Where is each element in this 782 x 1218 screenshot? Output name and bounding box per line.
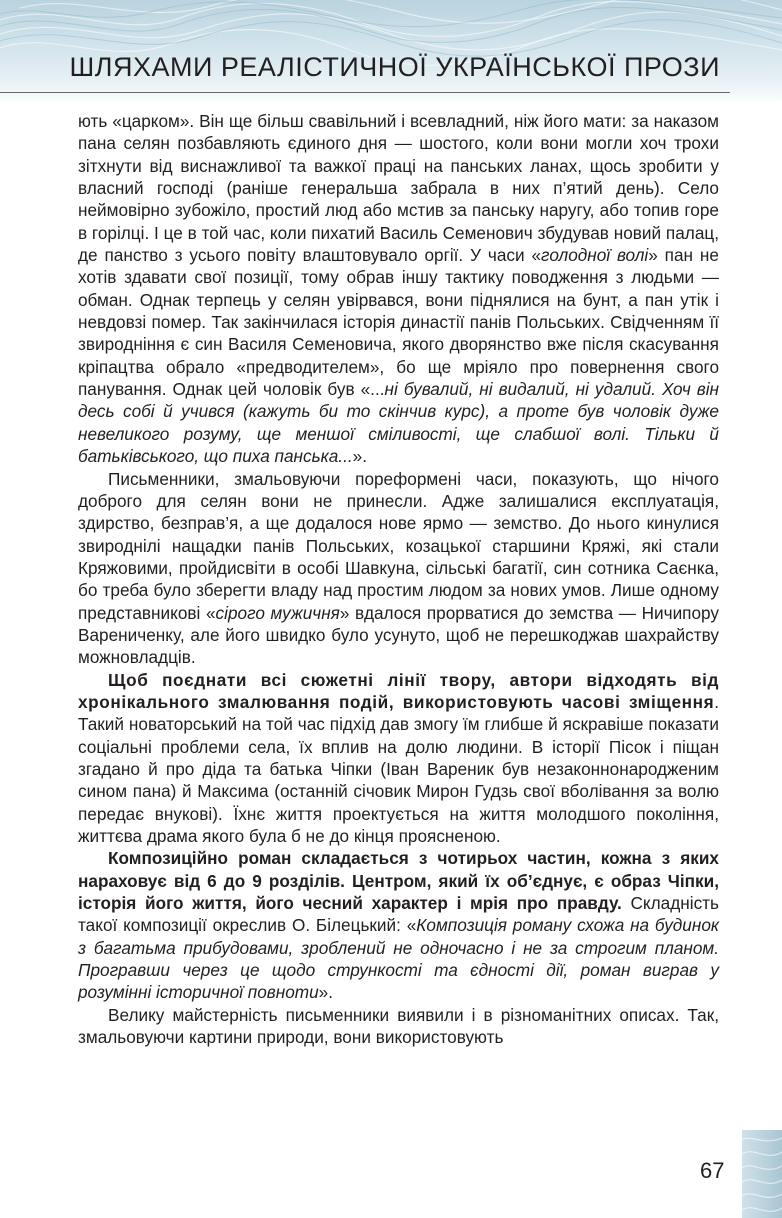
text-run: ють «царком». Він ще більш свавільний і всевладний, ніж його мати: за наказом пана селян позбавляють єдиного дня — шостого, коли вони могли хоч трохи зітхнути від виснажливої та важкої праці на панських ланах, щось зробити у власний господі (раніше генеральша забрала в них п’ятий день). Село неймовірно зубожіло, простий люд або мстив за панську наругу, або топив горе в горілці. І це в той час, коли пихатий Василь Семенович збудував новий палац, де панство з усього повіту влаштовувало оргії. У часи « bbox=[78, 111, 719, 266]
paragraph bbox=[78, 110, 719, 468]
paragraph bbox=[78, 468, 719, 669]
text-run: ». bbox=[318, 982, 333, 1003]
text-run: » вдалося прорватися до земства — Ничипору Варениченку, але його швидко було усунуто, щоб не перешкоджав шахрайству можновладців. bbox=[78, 602, 720, 668]
text-run: Велику майстерність письменники виявили і в різноманітних описах. Так, змальовуючи картини природи, вони використовують bbox=[78, 1004, 719, 1048]
bold-emphasis: Щоб поєднати всі сюжетні лінії твору, автори відходять від хронікального змалювання подій, використовують часові зміщення bbox=[78, 669, 719, 712]
side-wave-decoration bbox=[742, 1130, 782, 1218]
text-run: . Такий новаторський на той час підхід дав змогу їм глибше й яскравіше показати соціальні проблеми села, їх вплив на долю людини. В історії Пісок і піщан згадано й про діда та батька Чіпки (Іван Вареник був незаконнонародженим сином пана) й Максима (останній січовик Мирон Гудзь свої вболівання за волю передає внукові). Їхнє життя проектується на життя молодшого покоління, життєва драма якого була б не до кінця проясненою. bbox=[78, 691, 719, 846]
italic-quote: голодної волі bbox=[541, 245, 649, 266]
page-body-text bbox=[78, 110, 719, 1048]
header-rule bbox=[0, 92, 730, 93]
italic-quote: Композиція роману схожа на будинок з багатьма прибудовами, зроблений не одночасно і не за строгим планом. Програвши через це щодо стрункості та єдності дії, роман виграв у розумінні історичної повноти bbox=[78, 915, 719, 1003]
text-run: ». bbox=[352, 446, 367, 467]
header-decoration bbox=[0, 0, 782, 105]
text-run: Складність такої композиції окреслив О. Білецький: « bbox=[78, 893, 719, 936]
italic-quote: сірого мужичня bbox=[215, 602, 340, 623]
italic-quote: ні бувалий, ні видалий, ні удалий. Хоч він десь собі й учився (кажуть би то скінчив курс), а проте був чоловік дуже невеликого розуму, ще меншої сміливості, ще слабшої волі. Тільки й батьківського, що пиха панська... bbox=[78, 379, 719, 467]
paragraph bbox=[78, 1004, 719, 1049]
page-number: 67 bbox=[700, 1158, 725, 1183]
wave-pattern-icon bbox=[742, 1130, 782, 1218]
paragraph bbox=[78, 847, 719, 1003]
text-run: » пан не хотів здавати свої позиції, тому обрав іншу тактику поводження з людьми — обман. Однак терпець у селян увірвався, вони піднялися на бунт, а пан утік і невдовзі помер. Так закінчилася історія династії панів Польських. Свідченням її звироднiння є син Василя Семеновича, якого дворянство вже після скасування кріпацтва обрало «предводителем», бо ще мріяло про повернення свого панування. Однак цей чоловік був «... bbox=[78, 245, 719, 400]
running-header-title: ШЛЯХАМИ РЕАЛІСТИЧНОЇ УКРАЇНСЬКОЇ ПРОЗИ bbox=[69, 52, 720, 82]
paragraph bbox=[78, 669, 719, 848]
text-run: Письменники, змальовуючи пореформені часи, показують, що нічого доброго для селян вони не принесли. Адже залишалися експлуатація, здирство, безправ’я, а ще додалося нове ярмо — земство. До нього кинулися звироднілі нащадки панів Польських, козацької старшини Кряжі, які стали Кряжовими, пройдисвіти в особі Шавкуна, сільські багатії, син сотника Саєнка, бо треба було зберегти владу над простим людом за нових умов. Лише одному представникові « bbox=[78, 468, 719, 623]
bold-emphasis: Композиційно роман складається з чотирьох частин, кожна з яких нараховує від 6 до 9 розділів. Центром, який їх об’єднує, є образ Чіпки, історія його життя, його чесний характер і мрія про правду. bbox=[78, 848, 719, 914]
